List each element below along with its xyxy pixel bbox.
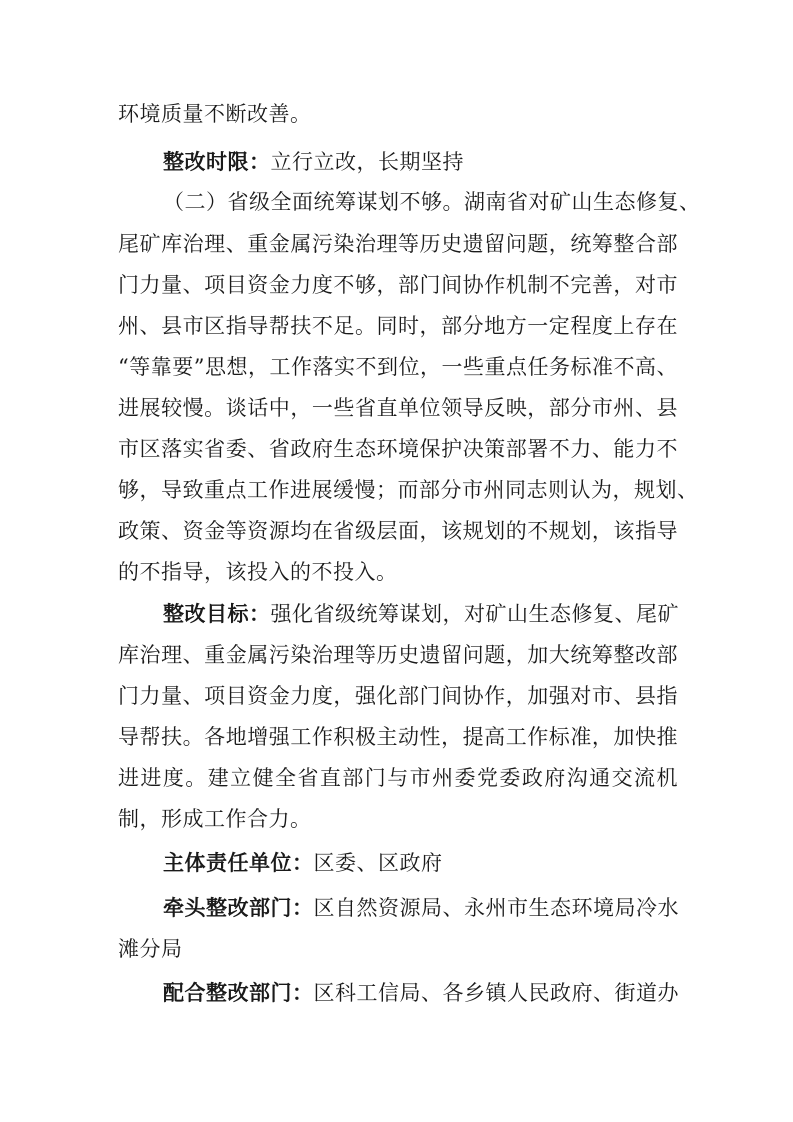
lead-paragraph-first-line bbox=[118, 894, 678, 922]
cooperate-first-line-text: 区科工信局、各乡镇人民政府、街道办 bbox=[313, 981, 679, 1005]
section2-line: （二）省级全面统筹谋划不够。湖南省对矿山生态修复、 bbox=[163, 190, 701, 214]
cooperate-label: 配合整改部门： bbox=[163, 981, 314, 1005]
section2-line: 州、县市区指导帮扶不足。同时，部分地方一定程度上存在 bbox=[118, 314, 678, 338]
section2-line: “等靠要”思想，工作落实不到位，一些重点任务标准不高、 bbox=[118, 355, 678, 379]
goal-line: 门力量、项目资金力度，强化部门间协作，加强对市、县指 bbox=[118, 684, 678, 708]
lead-line: 滩分局 bbox=[118, 937, 183, 961]
responsible-text: 区委、区政府 bbox=[313, 851, 443, 875]
goal-line: 导帮扶。各地增强工作积极主动性，提高工作标准，加快推 bbox=[118, 725, 678, 749]
goal-line: 制，形成工作合力。 bbox=[118, 807, 312, 831]
section2-line: 政策、资金等资源均在省级层面，该规划的不规划，该指导 bbox=[118, 519, 678, 543]
continuation-line: 环境质量不断改善。 bbox=[118, 102, 312, 126]
section2-line: 的不指导，该投入的不投入。 bbox=[118, 560, 398, 584]
responsible-paragraph bbox=[118, 849, 678, 877]
section2-line: 尾矿库治理、重金属污染治理等历史遗留问题，统筹整合部 bbox=[118, 232, 678, 256]
responsible-label: 主体责任单位： bbox=[163, 851, 314, 875]
goal-label: 整改目标： bbox=[163, 602, 271, 626]
deadline-paragraph bbox=[118, 148, 678, 176]
goal-paragraph-first-line bbox=[118, 600, 678, 628]
deadline-label: 整改时限： bbox=[163, 150, 271, 174]
cooperate-paragraph-first-line bbox=[118, 979, 678, 1007]
section2-line: 门力量、项目资金力度不够，部门间协作机制不完善，对市 bbox=[118, 273, 678, 297]
goal-line: 库治理、重金属污染治理等历史遗留问题，加大统筹整改部 bbox=[118, 643, 678, 667]
goal-first-line-text: 强化省级统筹谋划，对矿山生态修复、尾矿 bbox=[270, 602, 679, 626]
deadline-text: 立行立改，长期坚持 bbox=[270, 150, 464, 174]
section2-line: 够，导致重点工作进展缓慢；而部分市州同志则认为，规划、 bbox=[118, 478, 699, 502]
lead-first-line-text: 区自然资源局、永州市生态环境局冷水 bbox=[313, 896, 679, 920]
goal-line: 进进度。建立健全省直部门与市州委党委政府沟通交流机 bbox=[118, 766, 678, 790]
lead-label: 牵头整改部门： bbox=[163, 896, 314, 920]
section2-line: 进展较慢。谈话中，一些省直单位领导反映，部分市州、县 bbox=[118, 396, 678, 420]
section2-line: 市区落实省委、省政府生态环境保护决策部署不力、能力不 bbox=[118, 437, 678, 461]
